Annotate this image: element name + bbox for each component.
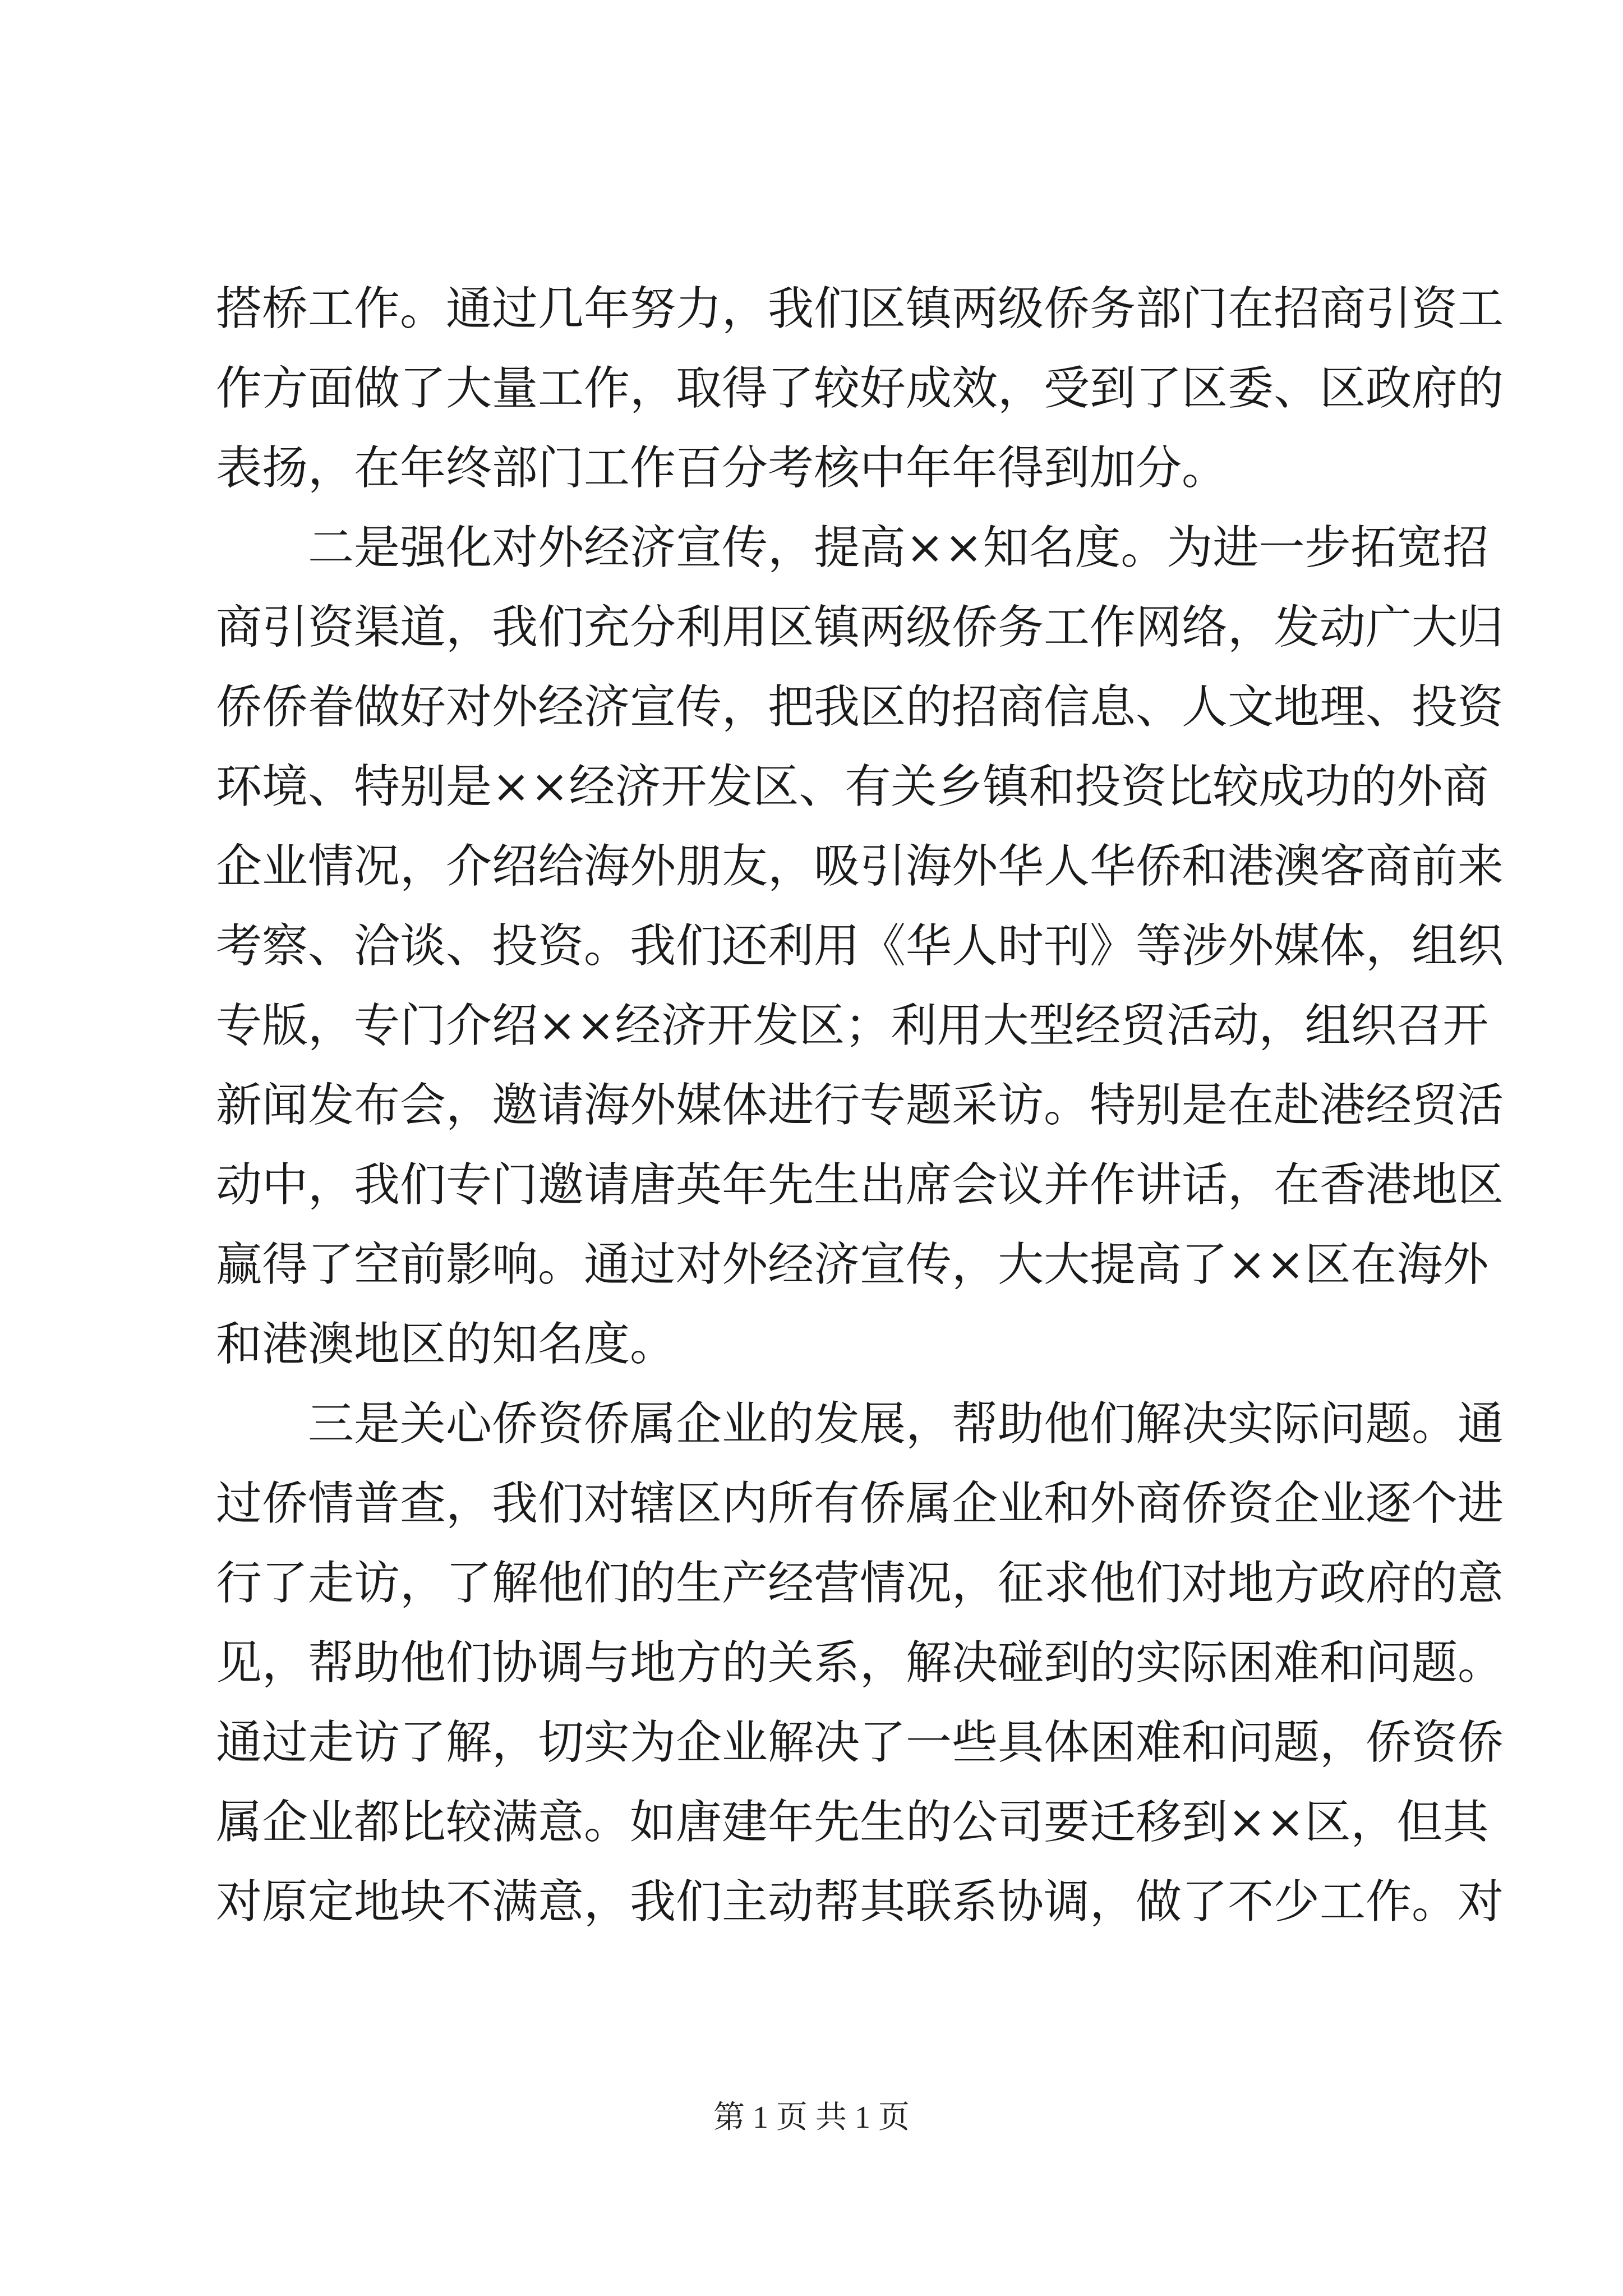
- text-line: 侨侨眷做好对外经济宣传，把我区的招商信息、人文地理、投资: [216, 680, 1504, 734]
- text-line: 企业情况，介绍给海外朋友，吸引海外华人华侨和港澳客商前来: [216, 840, 1504, 893]
- text-line: 过侨情普查，我们对辖区内所有侨属企业和外商侨资企业逐个进: [216, 1477, 1504, 1530]
- paragraph-first-line: 二是强化对外经济宣传，提高××知名度。为进一步拓宽招: [308, 521, 1489, 574]
- paragraph-first-line: 三是关心侨资侨属企业的发展，帮助他们解决实际问题。通: [308, 1397, 1504, 1451]
- text-line: 新闻发布会，邀请海外媒体进行专题采访。特别是在赴港经贸活: [216, 1079, 1504, 1132]
- text-line: 专版，专门介绍××经济开发区；利用大型经贸活动，组织召开: [216, 999, 1489, 1052]
- text-line: 动中，我们专门邀请唐英年先生出席会议并作讲话，在香港地区: [216, 1158, 1504, 1212]
- document-body: [216, 269, 1504, 1942]
- text-line: 表扬，在年终部门工作百分考核中年年得到加分。: [216, 441, 1228, 495]
- text-line: 赢得了空前影响。通过对外经济宣传，大大提高了××区在海外: [216, 1238, 1489, 1291]
- text-line: 考察、洽谈、投资。我们还利用《华人时刊》等涉外媒体，组织: [216, 919, 1504, 973]
- text-line: 对原定地块不满意，我们主动帮其联系协调，做了不少工作。对: [216, 1875, 1504, 1929]
- text-line: 行了走访，了解他们的生产经营情况，征求他们对地方政府的意: [216, 1557, 1504, 1610]
- text-line: 作方面做了大量工作，取得了较好成效，受到了区委、区政府的: [216, 362, 1504, 415]
- text-line: 通过走访了解，切实为企业解决了一些具体困难和问题，侨资侨: [216, 1716, 1504, 1769]
- text-line: 和港澳地区的知名度。: [216, 1318, 676, 1371]
- text-line: 见，帮助他们协调与地方的关系，解决碰到的实际困难和问题。: [216, 1636, 1504, 1690]
- text-line: 环境、特别是××经济开发区、有关乡镇和投资比较成功的外商: [216, 760, 1489, 813]
- page-number-footer: 第 1 页 共 1 页: [713, 2100, 910, 2135]
- text-line: 属企业都比较满意。如唐建年先生的公司要迁移到××区，但其: [216, 1796, 1489, 1849]
- text-line: 搭桥工作。通过几年努力，我们区镇两级侨务部门在招商引资工: [216, 282, 1504, 335]
- text-line: 商引资渠道，我们充分利用区镇两级侨务工作网络，发动广大归: [216, 601, 1504, 654]
